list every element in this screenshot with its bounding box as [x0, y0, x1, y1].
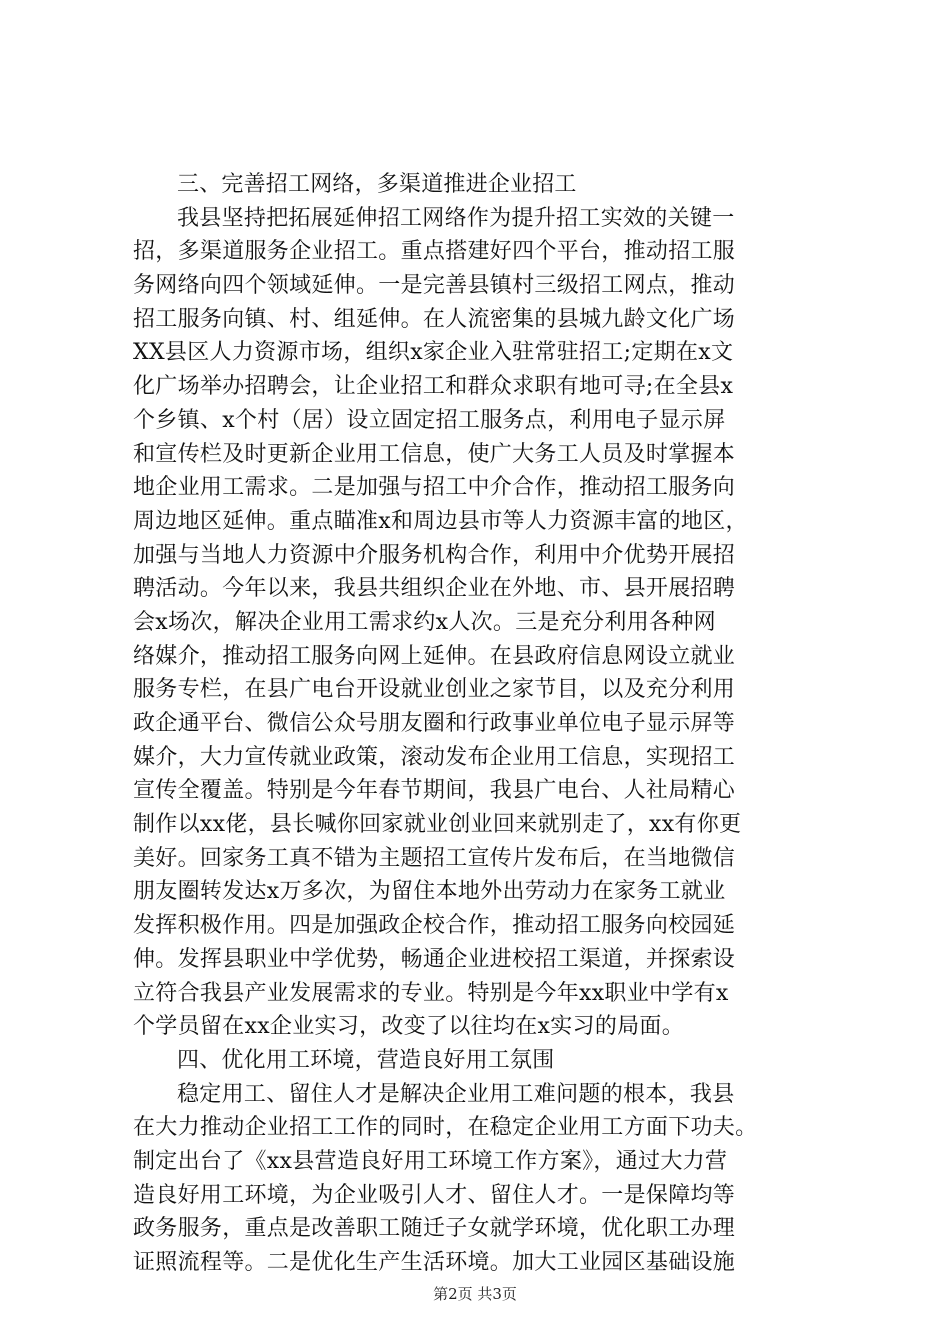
text-line: 伸。发挥县职业中学优势，畅通企业进校招工渠道，并探索设	[133, 946, 736, 972]
text-line: 服务专栏，在县广电台开设就业创业之家节目，以及充分利用	[133, 677, 736, 703]
text-line: 制定出台了《xx县营造良好用工环境工作方案》，通过大力营	[133, 1148, 728, 1174]
text-line: XX县区人力资源市场，组织x家企业入驻常驻招工;定期在x文	[133, 340, 734, 366]
text-line: 稳定用工、留住人才是解决企业用工难问题的根本，我县	[177, 1081, 735, 1107]
section-heading: 四、优化用工环境，营造良好用工氛围	[177, 1047, 555, 1073]
text-line: 化广场举办招聘会，让企业招工和群众求职有地可寻;在全县x	[133, 374, 734, 400]
text-line: 造良好用工环境，为企业吸引人才、留住人才。一是保障均等	[133, 1182, 736, 1208]
text-line: 政务服务，重点是改善职工随迁子女就学环境，优化职工办理	[133, 1216, 736, 1242]
text-line: 加强与当地人力资源中介服务机构合作，利用中介优势开展招	[133, 542, 736, 568]
text-line: 和宣传栏及时更新企业用工信息，使广大务工人员及时掌握本	[133, 441, 736, 467]
page-footer: 第2页 共3页	[433, 1285, 517, 1303]
text-line: 络媒介，推动招工服务向网上延伸。在县政府信息网设立就业	[133, 643, 736, 669]
text-line: 招工服务向镇、村、组延伸。在人流密集的县城九龄文化广场	[133, 306, 736, 332]
text-line: 发挥积极作用。四是加强政企校合作，推动招工服务向校园延	[133, 913, 736, 939]
text-line: 我县坚持把拓展延伸招工网络作为提升招工实效的关键一	[177, 205, 735, 231]
text-line: 会x场次，解决企业用工需求约x人次。三是充分利用各种网	[133, 609, 716, 635]
text-line: 个乡镇、x个村（居）设立固定招工服务点，利用电子显示屏	[133, 407, 726, 433]
document-body	[133, 168, 833, 1280]
text-line: 周边地区延伸。重点瞄准x和周边县市等人力资源丰富的地区，	[133, 508, 748, 534]
text-line: 朋友圈转发达x万多次，为留住本地外出劳动力在家务工就业	[133, 879, 726, 905]
section-heading: 三、完善招工网络，多渠道推进企业招工	[177, 172, 577, 197]
text-line: 宣传全覆盖。特别是今年春节期间，我县广电台、人社局精心	[133, 778, 736, 804]
text-line: 聘活动。今年以来，我县共组织企业在外地、市、县开展招聘	[133, 576, 736, 602]
text-line: 在大力推动企业招工工作的同时，在稳定企业用工方面下功夫。	[133, 1115, 758, 1141]
text-line: 美好。回家务工真不错为主题招工宣传片发布后，在当地微信	[133, 845, 736, 871]
text-line: 招，多渠道服务企业招工。重点搭建好四个平台，推动招工服	[133, 239, 736, 265]
text-line: 媒介，大力宣传就业政策，滚动发布企业用工信息，实现招工	[133, 744, 736, 770]
text-line: 证照流程等。二是优化生产生活环境。加大工业园区基础设施	[133, 1250, 736, 1275]
text-line: 个学员留在xx企业实习，改变了以往均在x实习的局面。	[133, 1014, 685, 1040]
text-line: 政企通平台、微信公众号朋友圈和行政事业单位电子显示屏等	[133, 711, 736, 736]
text-line: 地企业用工需求。二是加强与招工中介合作，推动招工服务向	[133, 475, 736, 501]
text-line: 立符合我县产业发展需求的专业。特别是今年xx职业中学有x	[133, 980, 729, 1006]
text-line: 制作以xx佬，县长喊你回家就业创业回来就别走了，xx有你更	[133, 812, 742, 838]
text-line: 务网络向四个领域延伸。一是完善县镇村三级招工网点，推动	[133, 273, 736, 299]
